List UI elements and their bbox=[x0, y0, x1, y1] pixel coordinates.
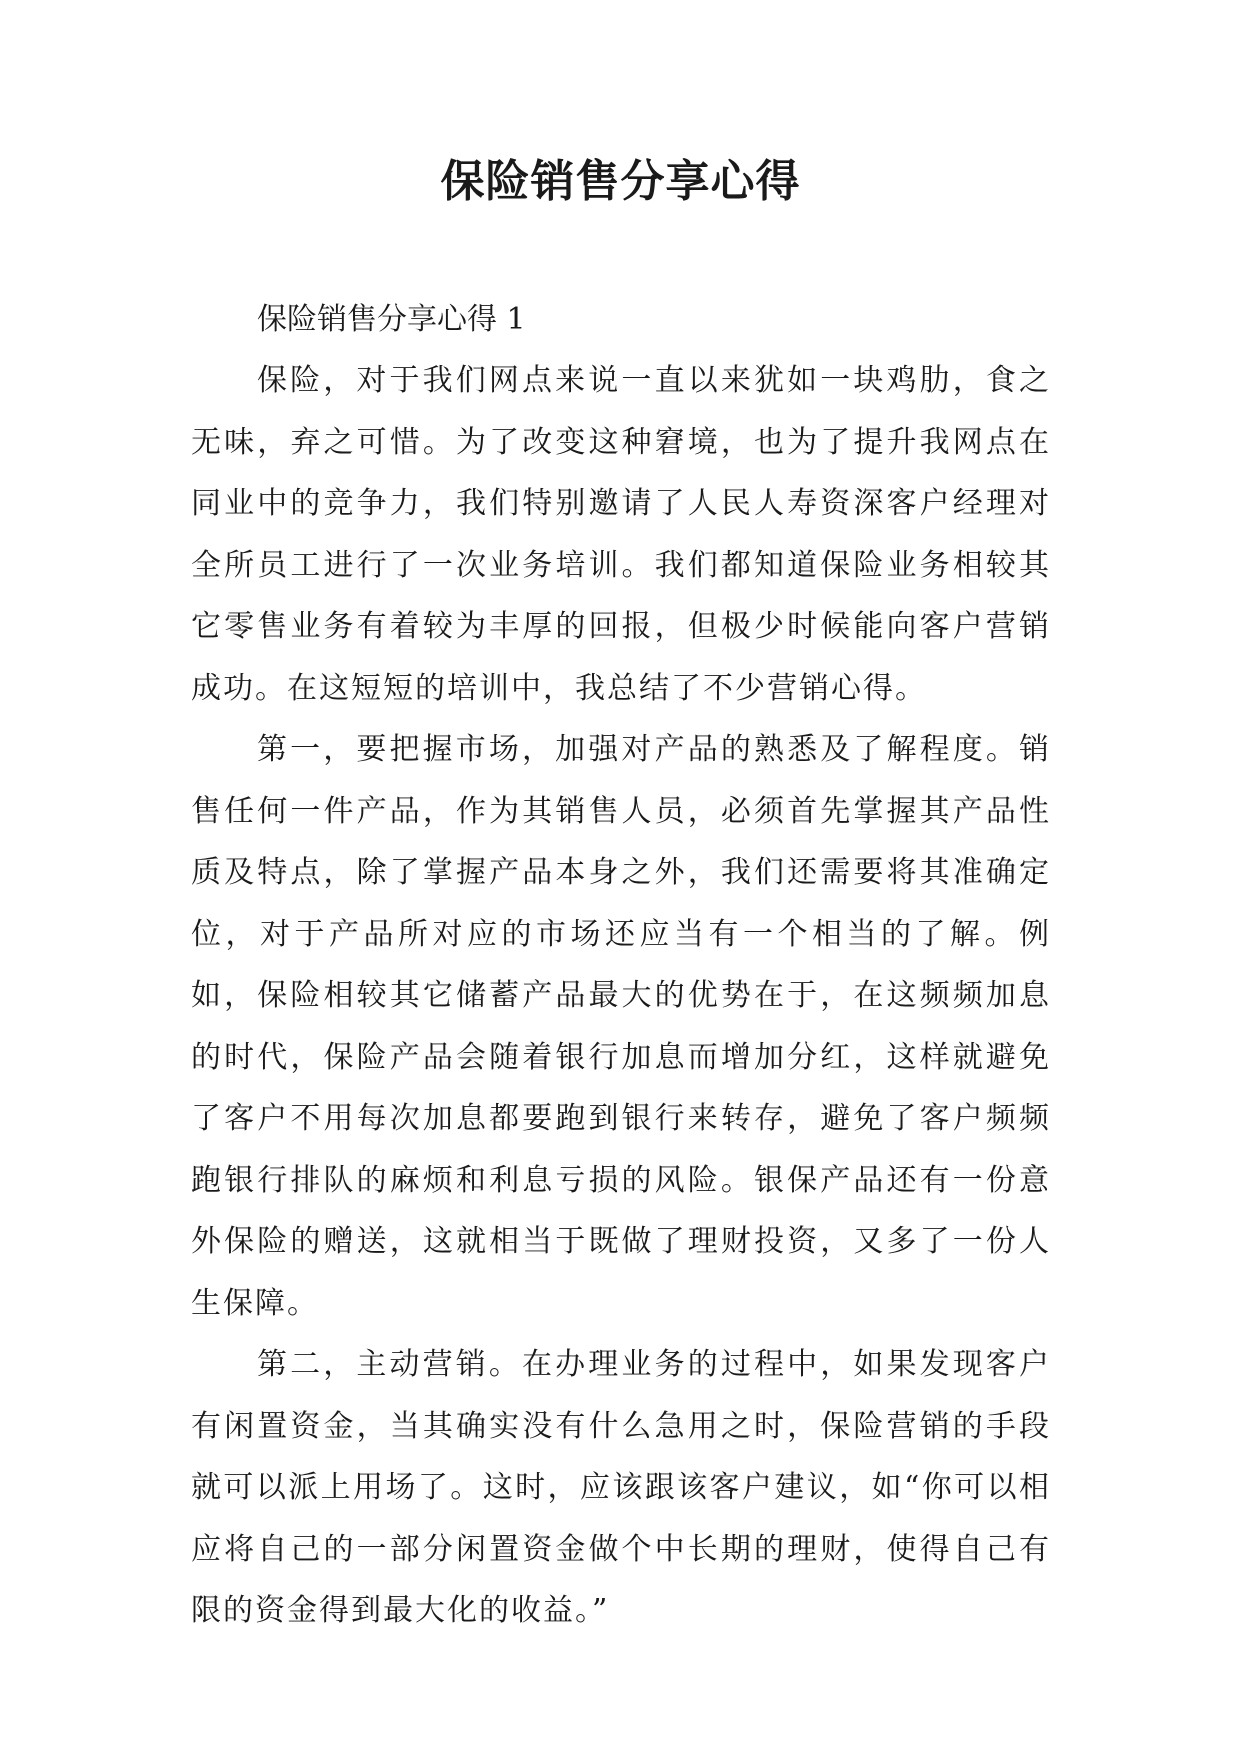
paragraph-intro: 保险，对于我们网点来说一直以来犹如一块鸡肋，食之无味，弃之可惜。为了改变这种窘境，也为了提升我网点在同业中的竞争力，我们特别邀请了人民人寿资深客户经理对全所员工进行了一次业务培训。我们都知道保险业务相较其它零售业务有着较为丰厚的回报，但极少时候能向客户营销成功。在这短短的培训中，我总结了不少营销心得。 bbox=[191, 363, 1051, 706]
section-heading: 保险销售分享心得 1 bbox=[257, 302, 526, 337]
document-title: 保险销售分享心得 bbox=[440, 156, 801, 207]
paragraph-first-point: 第一，要把握市场，加强对产品的熟悉及了解程度。销售任何一件产品，作为其销售人员，必须首先掌握其产品性质及特点，除了掌握产品本身之外，我们还需要将其准确定位，对于产品所对应的市场还应当有一个相当的了解。例如，保险相较其它储蓄产品最大的优势在于，在这频频加息的时代，保险产品会随着银行加息而增加分红，这样就避免了客户不用每次加息都要跑到银行来转存，避免了客户频频跑银行排队的麻烦和利息亏损的风险。银保产品还有一份意外保险的赠送，这就相当于既做了理财投资，又多了一份人生保障。 bbox=[191, 732, 1051, 1321]
paragraph-second-point: 第二，主动营销。在办理业务的过程中，如果发现客户有闲置资金，当其确实没有什么急用之时，保险营销的手段就可以派上用场了。这时，应该跟该客户建议，如“你可以相应将自己的一部分闲置资金做个中长期的理财，使得自己有限的资金得到最大化的收益。” bbox=[191, 1347, 1051, 1628]
document-body bbox=[191, 290, 1051, 1642]
